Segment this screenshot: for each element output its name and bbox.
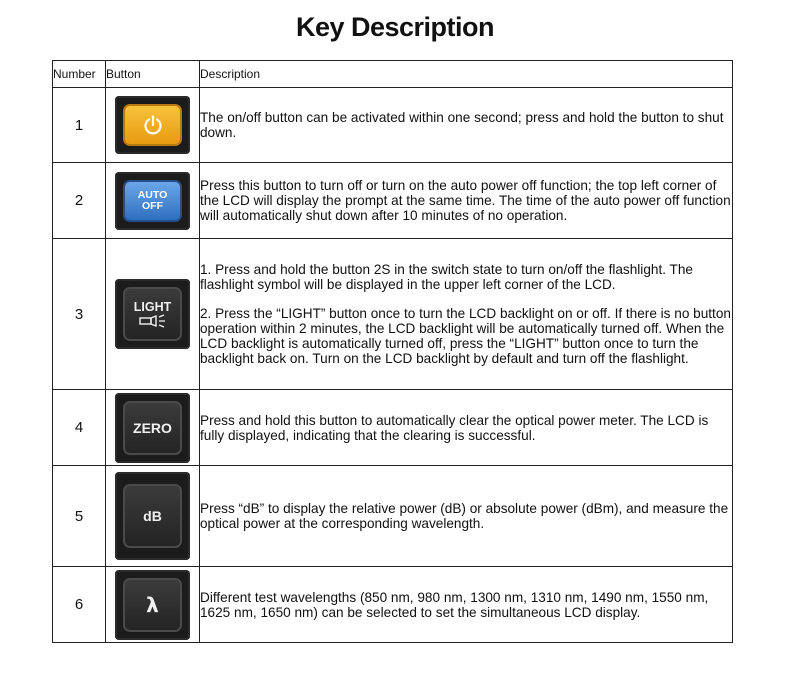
light-button-image (115, 279, 190, 349)
power-button-image (115, 96, 190, 154)
light-label: LIGHT (133, 299, 172, 314)
description-paragraph: The on/off button can be activated within one second; press and hold the button to shut down. (200, 110, 724, 140)
power-icon (123, 104, 182, 146)
description-paragraph: Press and hold this button to automatically clear the optical power meter. The LCD is fully displayed, indicating that the clearing is successful. (200, 412, 709, 443)
row-number: 3 (53, 239, 106, 390)
table-row (53, 163, 733, 239)
auto-off-button-image (115, 172, 190, 230)
description-paragraph: Press this button to turn off or turn on the auto power off function; the top left corner of the LCD will display the prompt at the same time. The time of the auto power off function will automatically shut down after 10 minutes of no operation. (200, 178, 731, 223)
auto-off-label-line1: AUTO (137, 188, 168, 201)
zero-button-image (115, 393, 190, 463)
auto-off-key-icon (123, 180, 182, 222)
table-row (53, 567, 733, 643)
db-key-icon (123, 484, 182, 548)
page-title: Key Description (295, 12, 495, 42)
zero-key-icon (123, 401, 182, 455)
db-button-image (115, 472, 190, 560)
description-paragraph: Press “dB” to display the relative power (dB) or absolute power (dBm), and measure the optical power at the corresponding wavelength. (200, 501, 729, 531)
auto-off-label-line2: OFF (142, 199, 163, 212)
row-description (200, 163, 733, 239)
table-row (53, 88, 733, 163)
lambda-key-icon (123, 578, 182, 632)
table-row (53, 390, 733, 466)
row-description (200, 88, 733, 163)
table-row (53, 466, 733, 567)
lambda-button-image (115, 570, 190, 640)
row-description (200, 239, 733, 390)
row-number: 6 (53, 567, 106, 643)
db-label: dB (143, 508, 162, 524)
table-header-row (53, 61, 733, 88)
row-number: 4 (53, 390, 106, 466)
lambda-label: λ (146, 592, 159, 617)
light-key-icon (123, 287, 182, 341)
row-description (200, 390, 733, 466)
description-paragraph: 1. Press and hold the button 2S in the switch state to turn on/off the flashlight. The flashlight symbol will be displayed in the upper left corner of the LCD. (200, 262, 693, 292)
description-paragraph: Different test wavelengths (850 nm, 980 nm, 1300 nm, 1310 nm, 1490 nm, 1550 nm, 1625 nm, 1650 nm) can be selected to set the simultaneous LCD display. (200, 589, 709, 620)
row-number: 2 (53, 163, 106, 239)
header-description: Description (200, 61, 733, 88)
header-number: Number (53, 61, 106, 88)
description-paragraph: 2. Press the “LIGHT” button once to turn the LCD backlight on or off. If there is no button operation within 2 minutes, the LCD backlight will be automatically turned off. When the LCD backlight is automatically turned off, press the “LIGHT” button once to turn the backlight back on. Turn on the LCD backlight by default and turn off the flashlight. (200, 306, 731, 366)
header-button: Button (106, 61, 200, 88)
flashlight-icon (138, 314, 168, 328)
zero-label: ZERO (133, 419, 172, 436)
row-description (200, 567, 733, 643)
row-description (200, 466, 733, 567)
key-description-table (52, 60, 733, 643)
row-number: 5 (53, 466, 106, 567)
row-number: 1 (53, 88, 106, 163)
table-row (53, 239, 733, 390)
